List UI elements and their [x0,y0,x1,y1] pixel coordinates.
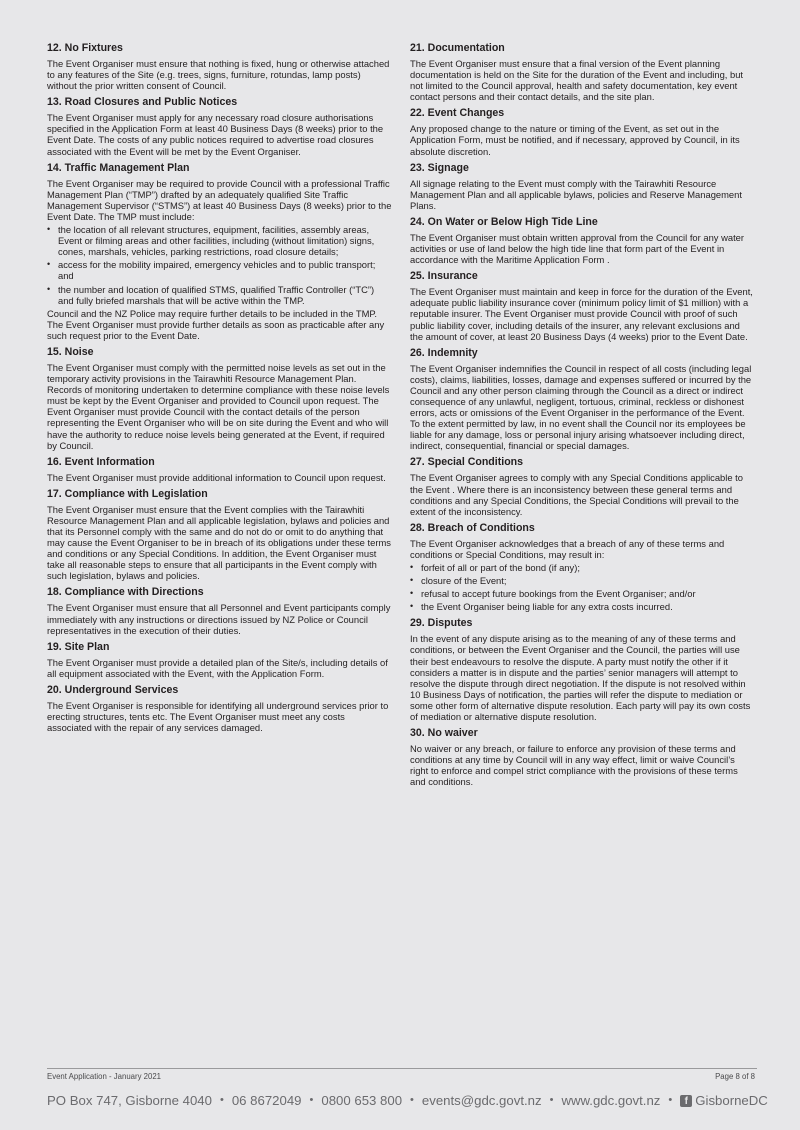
page-number: Page 8 of 8 [715,1072,755,1081]
separator: • [219,1094,224,1106]
section-compliance-directions [47,586,392,635]
section-heading: 21. Documentation [410,42,505,54]
section-breach-of-conditions [410,522,755,613]
section-paragraph: The Event Organiser must ensure that the Event complies with the Tairawhiti Resource Management Plan and all applicable legislation, bylaws and policies and that its Personnel comply with the same and do not do or omit to do anything that may cause the Event Organiser to be in breach of its obligations under these terms and conditions or any Special Conditions. In addition, the Event Organiser must take all reasonable steps to ensure that all participants in the Event comply with such legislation, bylaws and policies. [47,503,391,582]
section-paragraph: The Event Organiser must maintain and keep in force for the duration of the Event, adequate public liability insurance cover (minimum policy limit of $1 million) with a reputable insurer. The Event Organiser must provide Council with proof of such public liability cover, including details of the insurer, any relevant exclusions and the amount of cover, at least 20 Business Days (4 weeks) prior to the Event Date. [410,286,753,342]
section-paragraph: The Event Organiser is responsible for identifying all underground services prior to erecting structures, tents etc. The Event Organiser must meet any costs associated with the repair of any services damaged. [47,699,389,734]
section-no-waiver [410,727,755,787]
section-heading: 20. Underground Services [47,683,179,696]
section-indemnity [410,347,755,452]
list-item: • the Event Organiser being liable for any extra costs incurred. [410,601,755,612]
section-no-fixtures [47,42,392,91]
section-heading: 30. No waiver [410,727,478,740]
section-paragraph: The Event Organiser must obtain written approval from the Council for any water activities or use of land below the high tide line that form part of the Event in accordance with the Maritime Application Form . [410,231,745,266]
section-site-plan [47,641,392,679]
list-item: • access for the mobility impaired, emergency vehicles and to public transport; and [47,259,392,281]
email-link[interactable]: events@gdc.govt.nz [421,1092,542,1108]
section-paragraph: The Event Organiser acknowledges that a breach of any of these terms and conditions or Special Conditions, may result in: [410,537,725,560]
section-heading: 15. Noise [47,345,94,358]
section-heading: 18. Compliance with Directions [47,586,204,599]
phone: 06 8672049 [231,1092,302,1108]
bullet-list [410,562,755,612]
section-heading: 14. Traffic Management Plan [47,161,190,174]
section-event-changes [410,107,755,156]
section-heading: 22. Event Changes [410,107,505,120]
separator: • [549,1094,554,1106]
footer-contact-bar [47,1090,768,1110]
section-paragraph: The Event Organiser must ensure that all Personnel and Event participants comply immediately with any instructions or directions issued by NZ Police or Council representatives in the execution of their duties. [47,602,391,636]
po-box: PO Box 747, Gisborne 4040 [47,1092,212,1108]
section-heading: 23. Signage [410,161,469,174]
section-paragraph: The Event Organiser must provide additional information to Council upon request. [47,471,386,483]
section-insurance [410,270,755,341]
section-paragraph: Council and the NZ Police may require further details to be included in the TMP. The Event Organiser must provide further details as soon as practicable after any such request prior to the Event Date. [47,307,385,341]
right-column [410,42,755,793]
section-underground-services [47,684,392,733]
section-heading: 27. Special Conditions [410,456,524,469]
separator: • [309,1094,314,1106]
facebook-handle: GisborneDC [695,1092,768,1108]
footer-divider [47,1068,757,1069]
section-paragraph: The Event Organiser must comply with the permitted noise levels as set out in the temporary activity provisions in the Tairawhiti Resource Management Plan. Records of monitoring undertaken to determine compliance with these noise levels must be kept by the Event Organiser and provided to Council upon request. The Event Organiser must provide Council with the contact details of the person representing the Event Organiser who will be on site during the Event and who will have the authority to reduce noise levels being generated at the Event, if required by Council. [47,361,390,451]
document-label: Event Application - January 2021 [47,1072,161,1081]
list-item: • closure of the Event; [410,575,755,586]
section-paragraph: The Event Organiser must ensure that nothing is fixed, hung or otherwise attached to any features of the Site (e.g. trees, signs, furniture, rotundas, lamp posts) without the prior written consent of Council. [47,58,390,92]
list-item: • refusal to accept future bookings from the Event Organiser; and/or [410,588,755,599]
list-item: • the number and location of qualified STMS, qualified Traffic Controller (“TC”) and fully briefed marshals that will be active within the TMP. [47,284,392,306]
section-heading: 28. Breach of Conditions [410,521,535,534]
section-heading: 25. Insurance [410,270,478,283]
website-link[interactable]: www.gdc.govt.nz [561,1092,661,1108]
facebook-icon: f [680,1095,692,1107]
section-compliance-legislation [47,488,392,582]
section-paragraph: Any proposed change to the nature or timing of the Event, as set out in the Application Form, must be notified, and if necessary, approved by Council, in its absolute discretion. [410,123,740,157]
section-heading: 12. No Fixtures [47,42,123,54]
section-paragraph: No waiver or any breach, or failure to enforce any provision of these terms and conditions at any time by Council will in any way effect, limit or waive Council’s right to enforce and compel strict compliance with the provisions of these terms and conditions. [410,743,738,788]
section-heading: 16. Event Information [47,455,155,468]
section-signage [410,162,755,211]
bullet-list [47,224,392,306]
section-event-information [47,456,392,483]
section-road-closures [47,96,392,156]
separator: • [668,1094,673,1106]
section-documentation [410,42,755,102]
section-heading: 13. Road Closures and Public Notices [47,96,238,109]
section-traffic-management [47,162,392,341]
section-heading: 26. Indemnity [410,346,478,359]
section-paragraph: The Event Organiser must ensure that a final version of the Event planning documentation is held on the Site for the duration of the Event and including, but not limited to the Council approval, health and safety documentation, key event contact persons and their contact details, and the site plan. [410,58,744,103]
section-disputes [410,617,755,722]
left-column [47,42,392,738]
list-item: • forfeit of all or part of the bond (if any); [410,562,755,573]
section-paragraph: The Event Organiser must apply for any necessary road closure authorisations specified in the Application Form at least 40 Business Days (8 weeks) prior to the Event Date. The costs of any public notices required to advertise road closures associated with the Event will be met by the Event Organiser. [47,112,384,157]
section-on-water [410,216,755,265]
section-noise [47,346,392,451]
section-heading: 19. Site Plan [47,640,110,653]
section-paragraph: The Event Organiser agrees to comply with any Special Conditions applicable to the Event . Where there is an inconsistency between these general terms and conditions and any Special Conditions, the Special Conditions will prevail to the extent of the inconsistency. [410,472,743,517]
facebook-link[interactable] [680,1093,768,1108]
separator: • [410,1094,414,1106]
freephone: 0800 653 800 [321,1092,403,1108]
section-paragraph: The Event Organiser indemnifies the Council in respect of all costs (including legal costs), claims, liabilities, losses, damage and expenses suffered or incurred by the Council and any other person claiming through the Council as a direct or indirect consequence of any unlawful, negligent, tortuous, criminal, reckless or dishonest errors, acts or omissions of the Event Organiser in the performance of the Event. [410,362,752,419]
section-paragraph: To the extent permitted by law, in no event shall the Council nor its employees be liable for any damage, loss or personal injury arising whatsoever including direct, indirect, consequential, financial or special damages. [410,418,746,452]
section-paragraph: The Event Organiser may be required to provide Council with a professional Traffic Management Plan (“TMP”) drafted by an adequately qualified Site Traffic Management Supervisor (“STMS”) at least 40 Business Days (8 weeks) prior to the Event Date. The TMP must include: [47,177,392,222]
section-paragraph: The Event Organiser must provide a detailed plan of the Site/s, including details of all equipment associated with the Event, with the Application Form. [47,656,388,679]
section-heading: 17. Compliance with Legislation [47,487,208,500]
section-heading: 24. On Water or Below High Tide Line [410,215,598,228]
footer-meta [47,1070,755,1084]
section-paragraph: In the event of any dispute arising as to the meaning of any of these terms and conditions, or between the Event Organiser and the Council, the parties will use their best endeavours to resolve the dispute. A party must notify the other if it considers a matter is in dispute and the parties’ senior managers will attempt to resolve the dispute through direct negotiation. If the dispute is not resolved within 10 Business Days of notification, the parties will refer the dispute to mediation or some other form of alternative dispute resolution. Each party will pay its own costs of mediation or alternative dispute resolution. [410,633,751,723]
section-special-conditions [410,456,755,516]
section-heading: 29. Disputes [410,617,473,630]
list-item: • the location of all relevant structures, equipment, facilities, assembly areas, Event or filming areas and other facilities, including (without limitation) signs, cones, marshals, vehicles, parking restrictions, road closure details; [47,224,392,257]
section-paragraph: All signage relating to the Event must comply with the Tairawhiti Resource Management Plan and all applicable bylaws, policies and Reserve Management Plans. [410,177,742,211]
